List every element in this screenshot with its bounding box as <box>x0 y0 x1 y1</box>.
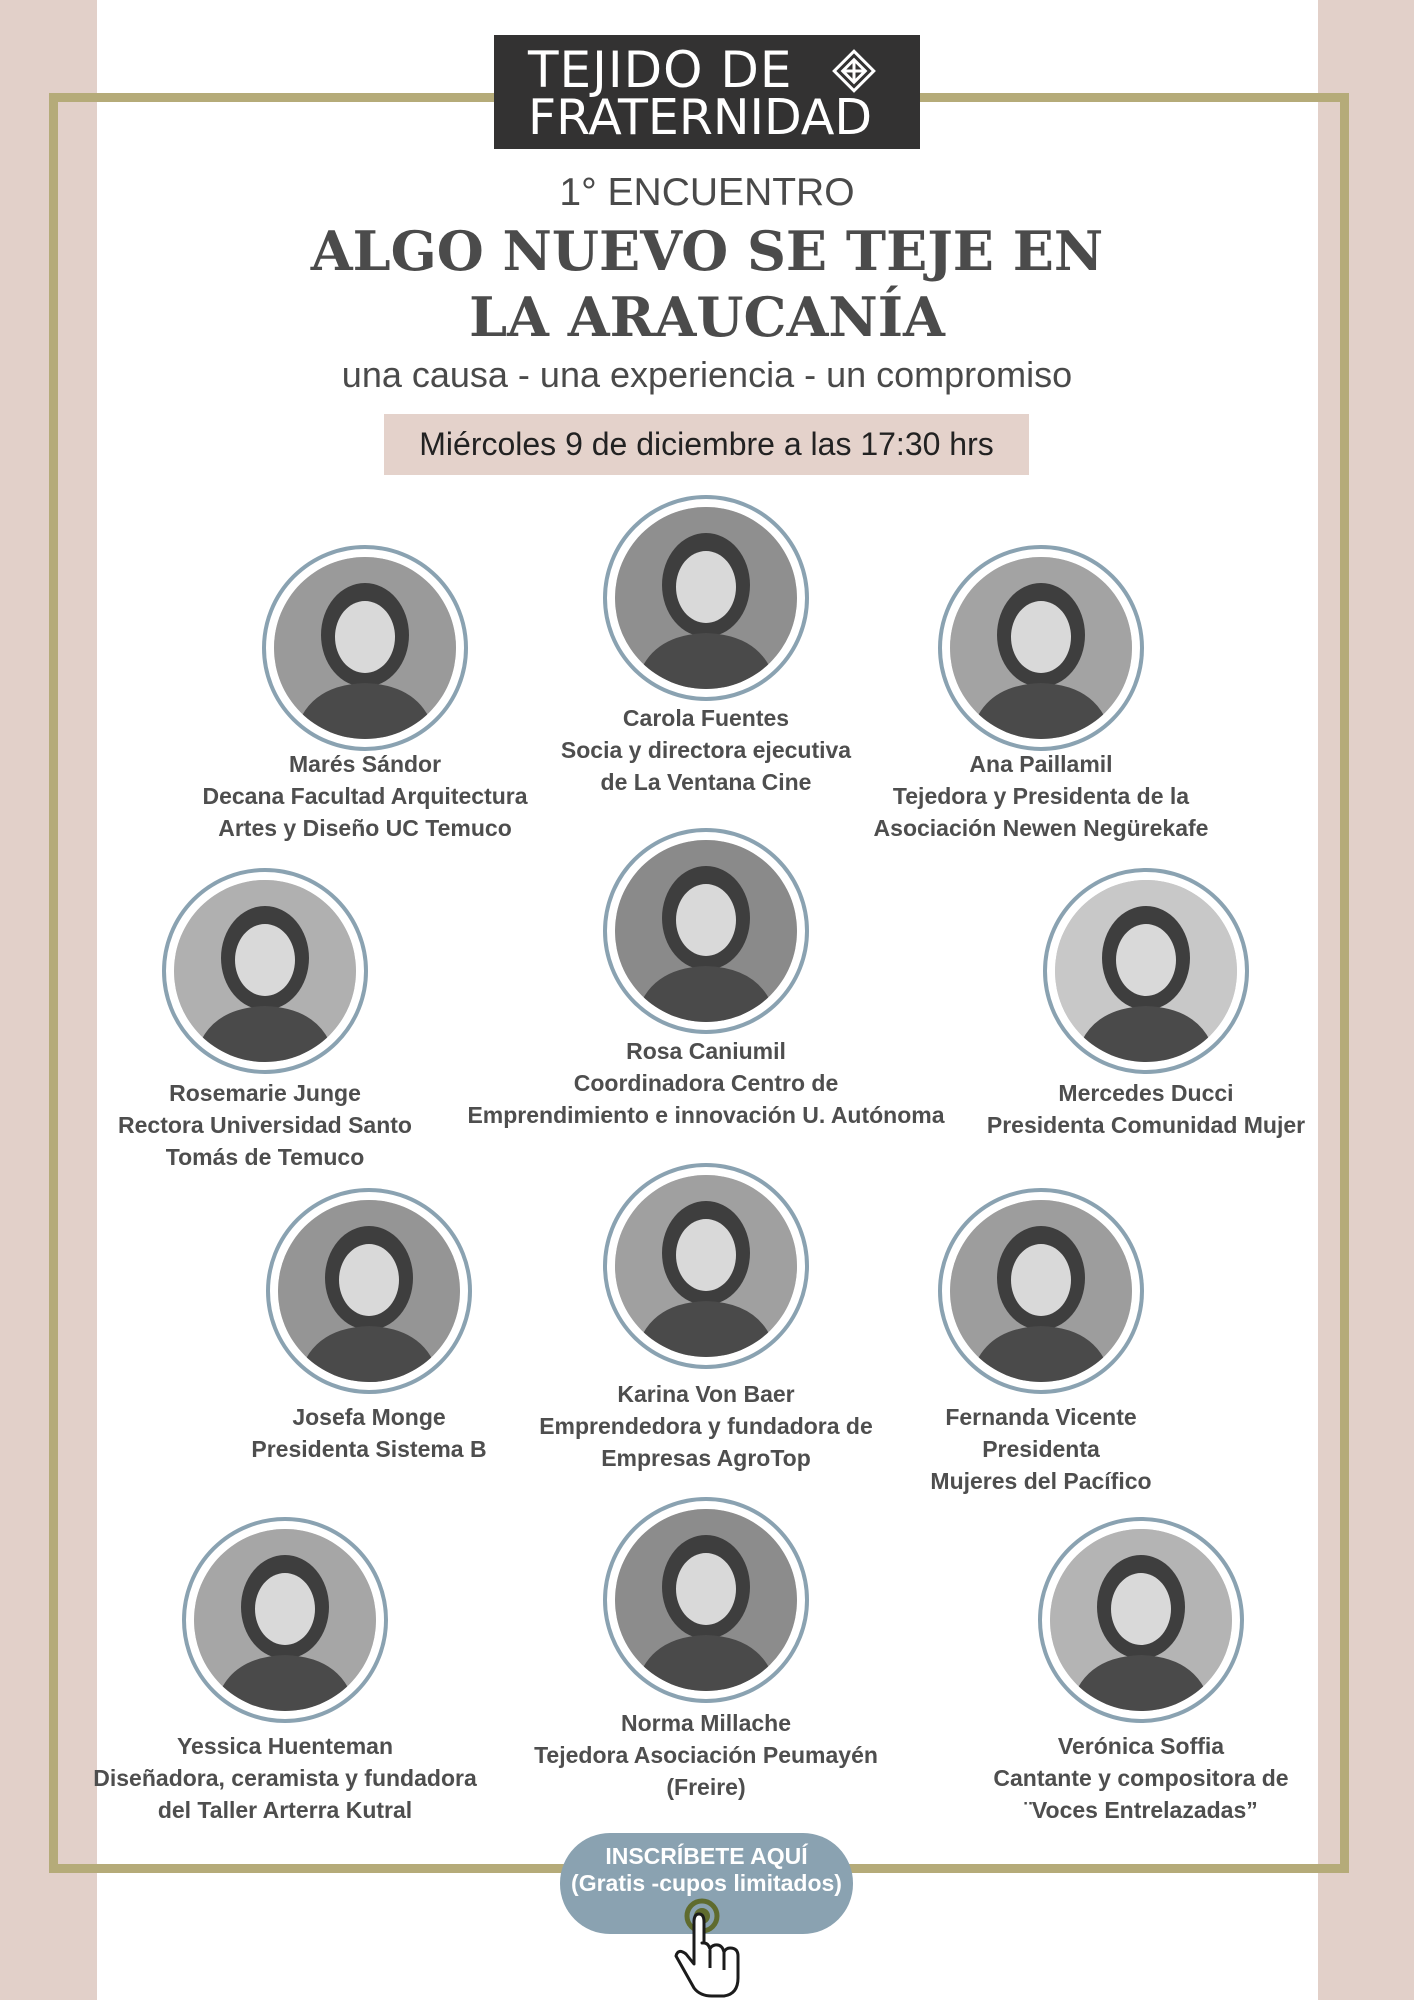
speaker-caption <box>896 1077 1396 1141</box>
event-number: 1° ENCUENTRO <box>559 171 855 214</box>
speaker-role: Emprendimiento e innovación U. Autónoma <box>467 1102 945 1128</box>
event-headline <box>0 218 1414 350</box>
speaker-photo <box>262 545 468 751</box>
speaker-photo <box>938 1188 1144 1394</box>
person-silhouette-icon <box>615 507 797 689</box>
speaker-role: Socia y directora ejecutiva <box>560 737 852 763</box>
speaker-role: Presidenta Comunidad Mujer <box>986 1112 1306 1138</box>
speaker-caption <box>791 748 1291 844</box>
person-silhouette-icon <box>194 1529 376 1711</box>
speaker-role: Tomás de Temuco <box>165 1144 365 1170</box>
speaker-photo <box>603 1497 809 1703</box>
speaker-name: Rosemarie Junge <box>169 1080 361 1106</box>
speaker-photo <box>603 1163 809 1369</box>
speaker-name: Mercedes Ducci <box>1058 1080 1234 1106</box>
speaker-caption <box>456 1035 956 1131</box>
speaker-role: Presidenta <box>982 1436 1100 1462</box>
speaker-photo <box>266 1188 472 1394</box>
person-silhouette-icon <box>615 1175 797 1357</box>
brand-line-1: TEJIDO DE <box>528 41 793 99</box>
speaker-name: Yessica Huenteman <box>176 1733 394 1759</box>
speaker-name: Ana Paillamil <box>969 751 1113 777</box>
person-silhouette-icon <box>278 1200 460 1382</box>
speaker-role: Tejedora Asociación Peumayén <box>534 1742 878 1768</box>
speaker-photo <box>1038 1517 1244 1723</box>
speaker-role: Artes y Diseño UC Temuco <box>218 815 512 841</box>
speaker-name: Marés Sándor <box>288 751 442 777</box>
speaker-photo <box>1043 868 1249 1074</box>
person-silhouette-icon <box>950 557 1132 739</box>
speaker-photo <box>938 545 1144 751</box>
speaker-role: Coordinadora Centro de <box>573 1070 839 1096</box>
speaker-role: Tejedora y Presidenta de la <box>892 783 1190 809</box>
speaker-name: Rosa Caniumil <box>626 1038 786 1064</box>
person-silhouette-icon <box>615 840 797 1022</box>
register-button-note: (Gratis -cupos limitados) <box>571 1870 842 1896</box>
speaker-name: Fernanda Vicente <box>945 1404 1137 1430</box>
person-silhouette-icon <box>1055 880 1237 1062</box>
speaker-name: Josefa Monge <box>292 1404 446 1430</box>
speaker-role: Asociación Newen Negürekafe <box>873 815 1209 841</box>
speaker-caption <box>891 1730 1391 1826</box>
speaker-role: Emprendedora y fundadora de <box>539 1413 873 1439</box>
person-silhouette-icon <box>950 1200 1132 1382</box>
headline-line-2: LA ARAUCANÍA <box>469 285 945 349</box>
speaker-name: Karina Von Baer <box>617 1381 795 1407</box>
speaker-role: Cantante y compositora de <box>993 1765 1289 1791</box>
speaker-role: (Freire) <box>666 1774 746 1800</box>
headline-line-1: ALGO NUEVO SE TEJE EN <box>310 219 1104 283</box>
speaker-role: de La Ventana Cine <box>600 769 812 795</box>
person-silhouette-icon <box>1050 1529 1232 1711</box>
speaker-role: Empresas AgroTop <box>601 1445 811 1471</box>
speaker-role: Mujeres del Pacífico <box>930 1468 1152 1494</box>
speaker-role: Rectora Universidad Santo <box>118 1112 412 1138</box>
speaker-photo <box>603 828 809 1034</box>
brand-line-2: FRATERNIDAD <box>528 89 873 146</box>
speaker-name: Norma Millache <box>621 1710 791 1736</box>
speaker-role: del Taller Arterra Kutral <box>157 1797 413 1823</box>
person-silhouette-icon <box>615 1509 797 1691</box>
speaker-caption <box>791 1401 1291 1497</box>
speaker-photo <box>182 1517 388 1723</box>
event-date-badge: Miércoles 9 de diciembre a las 17:30 hrs <box>384 414 1029 475</box>
diamond-knot-icon <box>830 47 878 95</box>
speaker-caption <box>456 1707 956 1803</box>
speaker-name: Verónica Soffia <box>1057 1733 1225 1759</box>
event-tagline: una causa - una experiencia - un compromiso <box>341 354 1073 395</box>
speaker-photo <box>162 868 368 1074</box>
speaker-caption <box>15 1077 515 1173</box>
speaker-photo <box>603 495 809 701</box>
speaker-role: Diseñadora, ceramista y fundadora <box>93 1765 477 1791</box>
speaker-role: ¨Voces Entrelazadas” <box>1024 1797 1258 1823</box>
hand-pointer-icon <box>672 1898 744 1998</box>
register-button-label: INSCRÍBETE AQUÍ <box>605 1843 808 1869</box>
person-silhouette-icon <box>174 880 356 1062</box>
speaker-name: Carola Fuentes <box>622 705 790 731</box>
brand-logo <box>494 35 920 149</box>
speaker-role: Decana Facultad Arquitectura <box>202 783 528 809</box>
person-silhouette-icon <box>274 557 456 739</box>
speaker-role: Presidenta Sistema B <box>251 1436 487 1462</box>
